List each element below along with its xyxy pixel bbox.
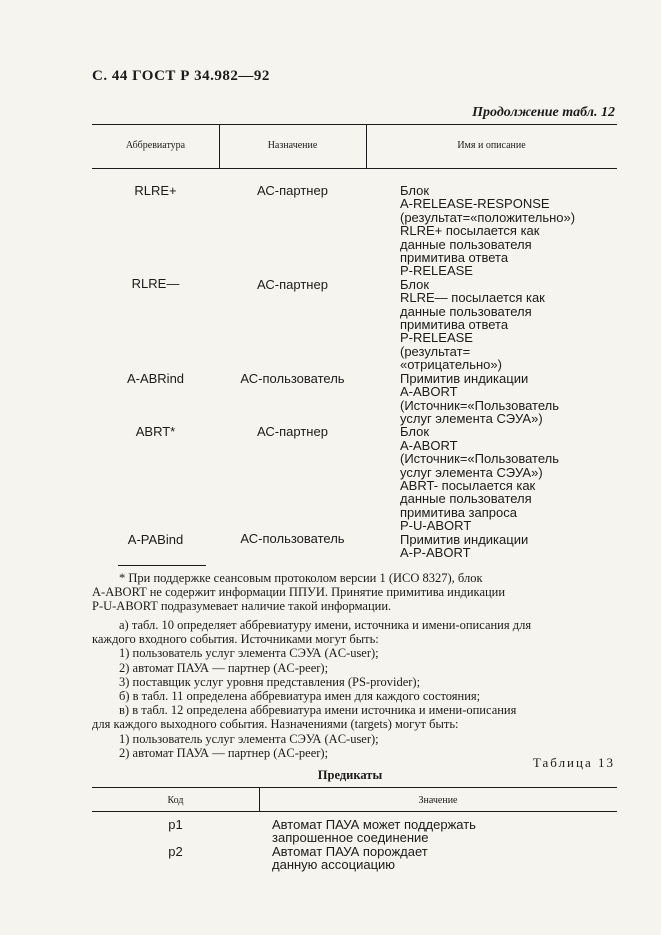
desc-line: (Источник=«Пользователь bbox=[400, 451, 560, 467]
table13-row-code: p2 bbox=[168, 844, 183, 859]
value-line: данную ассоциацию bbox=[272, 857, 396, 873]
table12-header-rule bbox=[92, 168, 617, 169]
desc-line: A-ABORT bbox=[400, 437, 458, 453]
footnote-line: * При поддержке сеансовым протоколом версии 1 (ИСО 8327), блок bbox=[119, 571, 483, 585]
table13-header-rule bbox=[92, 811, 617, 812]
table13-row-code: p1 bbox=[168, 817, 183, 832]
table12-top-rule bbox=[92, 124, 617, 125]
desc-line: примитива ответа bbox=[400, 317, 509, 333]
desc-line: примитива ответа bbox=[400, 250, 509, 266]
paragraph-line: 2) автомат ПАУА — партнер (AC-peer); bbox=[119, 660, 329, 675]
desc-line: RLRE— посылается как bbox=[400, 290, 545, 306]
desc-line: P-RELEASE bbox=[400, 263, 473, 279]
desc-line: «отрицательно») bbox=[400, 357, 502, 373]
desc-line: данные пользователя bbox=[400, 491, 532, 507]
desc-line: Блок bbox=[400, 276, 430, 292]
desc-line: услуг элемента СЭУА») bbox=[400, 464, 543, 480]
desc-line: Примитив индикации bbox=[400, 370, 529, 386]
desc-line: P-U-ABORT bbox=[400, 518, 472, 534]
footnote-line: A-ABORT не содержит информации ППУИ. Принятие примитива индикации bbox=[92, 585, 506, 600]
table12-row-abbr: RLRE— bbox=[131, 276, 180, 291]
table12-row-abbr: A-PABind bbox=[127, 532, 184, 547]
table13-title: Предикаты bbox=[317, 768, 383, 782]
paragraph-line: 1) пользователь услуг элемента СЭУА (AC-user); bbox=[119, 646, 379, 661]
table13-label: Таблица 13 bbox=[532, 755, 615, 770]
desc-line: RLRE+ посылается как bbox=[400, 223, 540, 239]
paragraph-line: в) в табл. 12 определена аббревиатура имени источника и имени-описания bbox=[119, 703, 517, 718]
desc-line: (Источник=«Пользователь bbox=[400, 397, 560, 413]
value-line: Автомат ПАУА может поддержать bbox=[272, 817, 476, 832]
footnote-rule bbox=[118, 565, 206, 566]
table-continuation-label: Продолжение табл. 12 bbox=[472, 105, 615, 120]
table12-row-dest: АС-пользователь bbox=[240, 531, 345, 546]
table12-row-abbr: RLRE+ bbox=[134, 183, 177, 198]
paragraph-line: каждого входного события. Источниками могут быть: bbox=[92, 632, 379, 647]
paragraph-line: а) табл. 10 определяет аббревиатуру имени, источника и имени-описания для bbox=[119, 618, 532, 632]
value-line: Автомат ПАУА порождает bbox=[272, 844, 428, 859]
table12-row-dest: АС-пользователь bbox=[240, 371, 345, 386]
page-header: С. 44 ГОСТ Р 34.982—92 bbox=[92, 68, 270, 84]
paragraph-line: б) в табл. 11 определена аббревиатура имен для каждого состояния; bbox=[119, 689, 481, 704]
desc-line: Блок bbox=[400, 183, 430, 198]
desc-line: данные пользователя bbox=[400, 303, 532, 319]
desc-line: A-RELEASE-RESPONSE bbox=[400, 196, 550, 212]
table12-row-dest: АС-партнер bbox=[257, 183, 328, 198]
table12-header-abbr: Аббревиатура bbox=[125, 140, 186, 151]
desc-line: Примитив индикации bbox=[400, 531, 529, 547]
paragraph-line: для каждого выходного события. Назначениями (targets) могут быть: bbox=[92, 717, 459, 732]
desc-line: A-P-ABORT bbox=[400, 544, 471, 560]
desc-line: примитива запроса bbox=[400, 504, 517, 520]
desc-line: Блок bbox=[400, 424, 430, 440]
table13-row-value bbox=[272, 818, 476, 845]
desc-line: данные пользователя bbox=[400, 236, 532, 252]
desc-line: ABRT- посылается как bbox=[400, 477, 536, 493]
value-line: запрошенное соединение bbox=[272, 830, 429, 846]
paragraph-line: 3) поставщик услуг уровня представления (PS-provider); bbox=[119, 674, 421, 689]
footnote bbox=[92, 571, 614, 614]
table13-row-value bbox=[272, 845, 428, 872]
table12-row-abbr: A-ABRind bbox=[126, 371, 185, 386]
table12-row-abbr: ABRT* bbox=[135, 424, 176, 439]
desc-line: услуг элемента СЭУА») bbox=[400, 410, 543, 426]
paragraph-line: 2) автомат ПАУА — партнер (AC-peer); bbox=[119, 745, 329, 760]
table12-row-dest: АС-партнер bbox=[257, 424, 328, 439]
table12-header-dest: Назначение bbox=[267, 140, 318, 151]
desc-line: P-RELEASE bbox=[400, 330, 473, 346]
desc-line: (результат= bbox=[400, 343, 471, 359]
desc-line: A-ABORT bbox=[400, 384, 458, 400]
table13-top-rule bbox=[92, 787, 617, 788]
table12-description-column bbox=[400, 184, 575, 559]
table12-header-desc: Имя и описание bbox=[457, 140, 526, 151]
footnote-line: P-U-ABORT подразумевает наличие такой информации. bbox=[92, 599, 392, 614]
paragraph-line: 1) пользователь услуг элемента СЭУА (AC-user); bbox=[119, 731, 379, 746]
table13-header-value: Значение bbox=[418, 795, 458, 806]
table13-header-code: Код bbox=[167, 795, 184, 806]
desc-line: (результат=«положительно») bbox=[400, 209, 576, 225]
table12-row-dest: АС-партнер bbox=[257, 277, 328, 292]
body-paragraphs bbox=[92, 618, 614, 760]
